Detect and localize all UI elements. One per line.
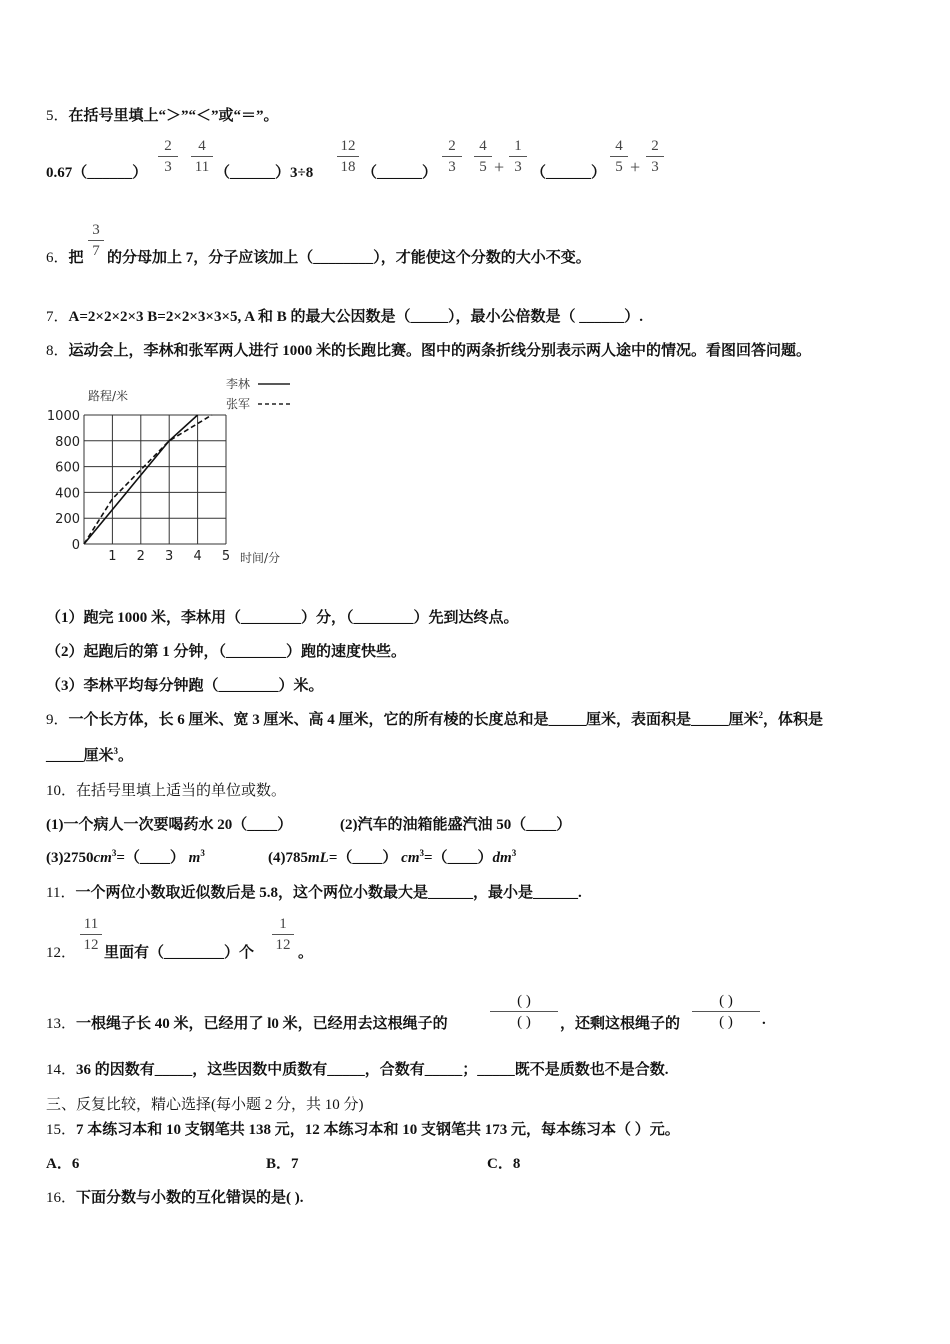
q5-fraction: 2 3	[442, 137, 462, 176]
q10-b: (2)汽车的油箱能盛汽油 50（____）	[340, 817, 572, 833]
q5-compare-1-lead: 0.67（______）	[46, 165, 148, 181]
question-6: 6．把	[46, 250, 84, 266]
x-tick-label: 4	[193, 549, 202, 564]
q5-fraction: 4 5	[474, 137, 492, 176]
q5-fraction: 2 3	[646, 137, 664, 176]
q15-option-b[interactable]: B．7	[266, 1156, 299, 1172]
question-13: 13．一根绳子长 40 米，已经用了 l0 米，已经用去这根绳子的	[46, 1016, 448, 1032]
question-7: 7．A=2×2×2×3 B=2×2×3×3×5, A 和 B 的最大公因数是（_____），最小公倍数是（ ______）.	[46, 309, 643, 325]
question-10: 10．在括号里填上适当的单位或数。	[46, 783, 287, 799]
x-tick-label: 5	[221, 549, 231, 564]
y-tick-label: 200	[55, 512, 80, 528]
q8-sub-2: （2）起跑后的第 1 分钟，（________）跑的速度快些。	[46, 644, 407, 660]
q5-compare-3: （______）	[362, 165, 438, 181]
chart-legend	[226, 376, 290, 411]
q13-blank-fraction-1: ( ) ( )	[490, 992, 558, 1031]
section-3-heading: 三、反复比较，精心选择(每小题 2 分，共 10 分)	[46, 1097, 364, 1113]
question-8: 8．运动会上，李林和张军两人进行 1000 米的长跑比赛。图中的两条折线分别表示两人途中的情况。看图回答问题。	[46, 343, 812, 359]
chart-grid	[84, 415, 226, 544]
question-14: 14．36 的因数有_____，这些因数中质数有_____，合数有_____；_____既不是质数也不是合数.	[46, 1062, 669, 1078]
q5-fraction: 4 5	[610, 137, 628, 176]
q15-option-c[interactable]: C．8	[487, 1156, 521, 1172]
y-tick-label: 0	[71, 538, 80, 553]
q5-compare-4: （______）	[531, 165, 607, 181]
x-axis-label: 时间/分	[240, 551, 281, 565]
q8-sub-3: （3）李林平均每分钟跑（________）米。	[46, 678, 324, 694]
question-5: 5．在括号里填上“＞”“＜”或“＝”。	[46, 108, 279, 124]
plus-sign: +	[630, 157, 641, 177]
question-11: 11．一个两位小数取近似数后是 5.8，这个两位小数最大是______，最小是______.	[46, 885, 582, 901]
question-16: 16．下面分数与小数的互化错误的是( ).	[46, 1190, 304, 1206]
q5-fraction: 2 3	[158, 137, 178, 176]
question-12: 12．	[46, 945, 77, 961]
y-tick-label: 800	[55, 434, 80, 450]
q12-fraction-1: 11 12	[80, 915, 102, 954]
race-line-chart	[40, 372, 300, 572]
q10-a: (1)一个病人一次要喝药水 20（____）	[46, 817, 293, 833]
q6-fraction: 3 7	[88, 221, 104, 260]
q15-option-a[interactable]: A．6	[46, 1156, 80, 1172]
q6-text: 的分母加上 7，分子应该加上（________），才能使这个分数的大小不变。	[107, 250, 591, 266]
q10-c: $(3)2750cm^3=(\_\_\_\_)$ $m^3$	[46, 848, 205, 866]
q5-fraction: 1 3	[509, 137, 527, 176]
question-9: 9．一个长方体，长 6 厘米、宽 3 厘米、高 4 厘米，它的所有棱的长度总和是_____厘米，表面积是_____厘米$^2$，体积是	[46, 710, 824, 728]
q13-text-2: ，还剩这根绳子的	[560, 1016, 681, 1032]
q12-fraction-2: 1 12	[272, 915, 294, 954]
y-tick-labels	[47, 409, 80, 553]
q5-fraction: 12 18	[337, 137, 359, 176]
x-tick-labels	[108, 549, 230, 564]
q13-blank-fraction-2: ( ) ( )	[692, 992, 760, 1031]
q12-text: 里面有（________）个	[104, 945, 255, 961]
q5-fraction: 4 11	[191, 137, 213, 176]
y-tick-label: 600	[55, 460, 80, 476]
q12-end: 。	[298, 945, 314, 961]
q5-compare-2: （______）3÷8	[215, 165, 314, 181]
x-tick-label: 1	[108, 549, 117, 564]
q10-d: (4)785mL=（____） $cm^3=(\_\_\_\_)dm^3$	[268, 848, 517, 866]
question-9-cont: _____厘米$^3$。	[46, 746, 134, 764]
x-tick-label: 2	[136, 549, 145, 564]
q8-sub-1: （1）跑完 1000 米，李林用（________）分，（________）先到达终点。	[46, 610, 519, 626]
y-tick-label: 400	[55, 486, 80, 502]
y-tick-label: 1000	[46, 409, 80, 424]
legend-label-lilin: 李林	[226, 377, 251, 391]
q13-end: .	[762, 1012, 766, 1028]
x-tick-label: 3	[165, 549, 174, 564]
plus-sign: +	[494, 157, 505, 177]
series-line-zhangjun	[84, 415, 212, 544]
y-axis-label: 路程/米	[88, 389, 129, 403]
legend-label-zhangjun: 张军	[226, 397, 251, 411]
question-15: 15．7 本练习本和 10 支钢笔共 138 元，12 本练习本和 10 支钢笔共 173 元，每本练习本（ ）元。	[46, 1122, 680, 1138]
